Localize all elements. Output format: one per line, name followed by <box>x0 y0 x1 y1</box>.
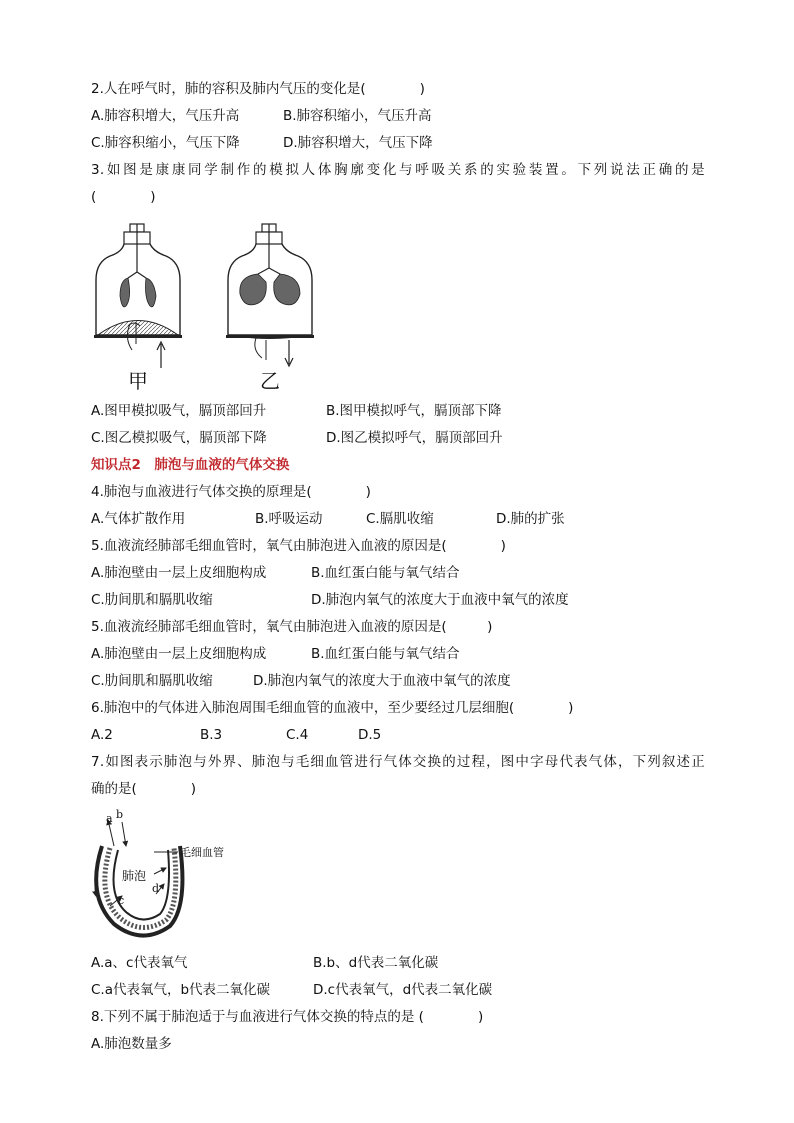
q7-option-b: B.b、d代表二氧化碳 <box>313 955 439 971</box>
q4-option-a: A.气体扩散作用 <box>91 511 186 527</box>
question-5-repeat-stem: 5.血液流经肺部毛细血管时，氧气由肺泡进入血液的原因是( ) <box>91 619 493 635</box>
q5-repeat-option-c: C.肋间肌和膈肌收缩 <box>91 673 213 689</box>
question-3-stem-line2: ( ) <box>91 189 156 205</box>
label-jia: 甲 <box>128 369 148 393</box>
question-7-stem-line2: 确的是( ) <box>91 781 197 797</box>
alveolus-figure <box>84 806 244 948</box>
jar-yi <box>226 224 314 393</box>
q5-option-a: A.肺泡壁由一层上皮细胞构成 <box>91 565 267 581</box>
q6-option-b: B.3 <box>200 727 223 743</box>
q2-option-c: C.肺容积缩小，气压下降 <box>91 135 240 151</box>
q5-repeat-option-b: B.血红蛋白能与氧气结合 <box>311 646 460 662</box>
question-4-stem: 4.肺泡与血液进行气体交换的原理是( ) <box>91 484 371 500</box>
q7-option-d: D.c代表氧气，d代表二氧化碳 <box>313 982 493 998</box>
q7-option-a: A.a、c代表氧气 <box>91 955 188 971</box>
label-capillary: 毛细血管 <box>180 846 224 859</box>
question-5-stem: 5.血液流经肺部毛细血管时，氧气由肺泡进入血液的原因是( ) <box>91 538 506 554</box>
q2-option-a: A.肺容积增大，气压升高 <box>91 108 240 124</box>
q2-option-b: B.肺容积缩小，气压升高 <box>283 108 432 124</box>
q8-option-a: A.肺泡数量多 <box>91 1036 172 1052</box>
q3-option-d: D.图乙模拟呼气，膈顶部回升 <box>326 430 503 446</box>
q5-repeat-option-a: A.肺泡壁由一层上皮细胞构成 <box>91 646 267 662</box>
q6-option-a: A.2 <box>91 727 113 743</box>
jar-jia <box>94 224 182 393</box>
q3-option-a: A.图甲模拟吸气，膈顶部回升 <box>91 403 267 419</box>
q4-option-d: D.肺的扩张 <box>496 511 565 527</box>
q6-option-c: C.4 <box>286 727 309 743</box>
q2-option-d: D.肺容积增大，气压下降 <box>283 135 433 151</box>
q5-option-b: B.血红蛋白能与氧气结合 <box>311 565 460 581</box>
label-d: d <box>152 882 160 895</box>
label-yi: 乙 <box>260 369 280 393</box>
q4-option-b: B.呼吸运动 <box>255 511 323 527</box>
bell-jar-figure <box>88 210 318 395</box>
section-2-heading: 知识点2 肺泡与血液的气体交换 <box>91 457 290 473</box>
question-2-stem: 2.人在呼气时，肺的容积及肺内气压的变化是( ) <box>91 81 425 97</box>
label-c: c <box>118 894 125 907</box>
q3-option-c: C.图乙模拟吸气，膈顶部下降 <box>91 430 267 446</box>
q5-option-c: C.肋间肌和膈肌收缩 <box>91 592 213 608</box>
q7-option-c: C.a代表氧气，b代表二氧化碳 <box>91 982 271 998</box>
q4-option-c: C.膈肌收缩 <box>366 511 434 527</box>
label-alveolus: 肺泡 <box>122 869 147 883</box>
question-8-stem: 8.下列不属于肺泡适于与血液进行气体交换的特点的是 ( ) <box>91 1009 484 1025</box>
q6-option-d: D.5 <box>358 727 382 743</box>
question-6-stem: 6.肺泡中的气体进入肺泡周围毛细血管的血液中，至少要经过几层细胞( ) <box>91 700 574 716</box>
label-a: a <box>106 812 113 825</box>
question-3-stem-line1: 3.如图是康康同学制作的模拟人体胸廓变化与呼吸关系的实验装置。下列说法正确的是 <box>91 162 705 178</box>
q5-option-d: D.肺泡内氧气的浓度大于血液中氧气的浓度 <box>311 592 569 608</box>
q3-option-b: B.图甲模拟呼气，膈顶部下降 <box>326 403 502 419</box>
label-b: b <box>116 808 124 821</box>
q5-repeat-option-d: D.肺泡内氧气的浓度大于血液中氧气的浓度 <box>253 673 511 689</box>
question-7-stem-line1: 7.如图表示肺泡与外界、肺泡与毛细血管进行气体交换的过程，图中字母代表气体，下列叙述正 <box>91 754 705 770</box>
